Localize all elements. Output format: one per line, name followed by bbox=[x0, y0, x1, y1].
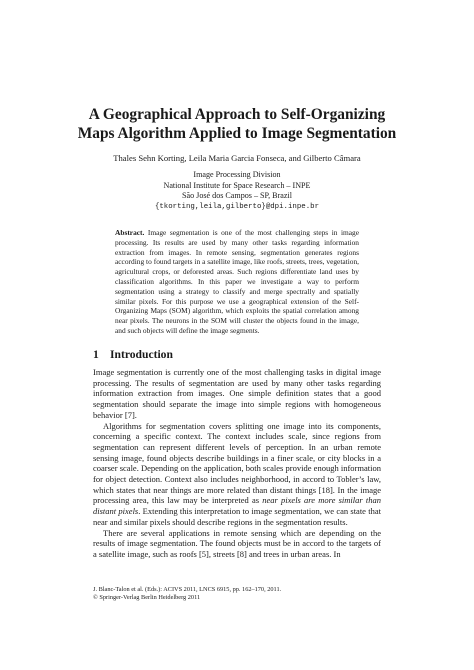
body-paragraph-2 bbox=[93, 421, 381, 528]
affiliation-institute: National Institute for Space Research – INPE bbox=[163, 180, 311, 190]
body-paragraph-2-emphasis: near pixels are more similar than distant pixels bbox=[93, 495, 381, 517]
body-paragraph-2-part-1: Algorithms for segmentation covers splitting one image into its components, concerning a specific context. The context includes scale, since regions from segmentation can represent different levels of perception. In an urban remote sensing image, found objects describe buildings in a finer scale, or city blocks in a coarser scale. Depending on the application, both scales provide enough information for object detection. Context also includes neighborhood, in accord to Tobler’s law, which states that near things are more related than distant things [18]. In the image processing area, this law may be interpreted as bbox=[93, 420, 381, 506]
title-line-1: A Geographical Approach to Self-Organizing bbox=[88, 106, 386, 123]
citation-line: J. Blanc-Talon et al. (Eds.): ACIVS 2011, LNCS 6915, pp. 162–170, 2011. bbox=[93, 586, 282, 593]
author-email: {tkorting,leila,gilberto}@dpi.inpe.br bbox=[154, 202, 320, 211]
affiliation-division: Image Processing Division bbox=[193, 170, 281, 179]
abstract bbox=[115, 228, 359, 336]
body-text bbox=[93, 367, 381, 560]
body-paragraph-3: There are several applications in remote sensing which are depending on the results of image segmentation. The found objects must be in accord to the targets of a satellite image, such as roofs [5], streets [8] and trees in urban areas. In bbox=[93, 527, 381, 559]
abstract-text: Image segmentation is one of the most challenging steps in image processing. Its results are used by many other tasks regarding information extraction from images. In remote sensing, segmentation generates regions according to found targets in a satellite image, like roofs, streets, trees, vegetation, agricultural crops, or deforested areas. Such regions differentiate land uses by classification algorithms. In this paper we investigate a way to perform segmentation using a strategy to classify and merge spectrally and spatially similar pixels. For this purpose we use a geographical extension of the Self-Organizing Maps (SOM) algorithm, which exploits the spatial correlation among near pixels. The neurons in the SOM will cluster the objects found in the image, and such objects will define the image segments. bbox=[115, 228, 359, 335]
section-heading bbox=[93, 348, 173, 361]
section-title: Introduction bbox=[110, 348, 173, 361]
author-list: Thales Sehn Korting, Leila Maria Garcia Fonseca, and Gilberto Câmara bbox=[113, 153, 361, 163]
title-line-2: Maps Algorithm Applied to Image Segmentation bbox=[77, 125, 397, 142]
paper-title bbox=[60, 105, 414, 143]
body-paragraph-1: Image segmentation is currently one of the most challenging tasks in digital image processing. The results of segmentation are used by many other tasks regarding information extraction from images. One simple definition states that a good segmentation should separate the image into simple regions with homogeneous behavior [7]. bbox=[93, 367, 381, 420]
section-number: 1 bbox=[93, 348, 99, 361]
affiliation-block bbox=[60, 170, 414, 212]
abstract-label: Abstract. bbox=[115, 228, 145, 237]
page-footer bbox=[93, 586, 381, 602]
body-paragraph-2-part-2: . Extending this interpretation to image segmentation, we can state that near and similar pixels should describe regions in the segmentation results. bbox=[93, 506, 381, 527]
copyright-line: © Springer-Verlag Berlin Heidelberg 2011 bbox=[93, 593, 201, 601]
affiliation-location: São José dos Campos – SP, Brazil bbox=[182, 191, 292, 200]
